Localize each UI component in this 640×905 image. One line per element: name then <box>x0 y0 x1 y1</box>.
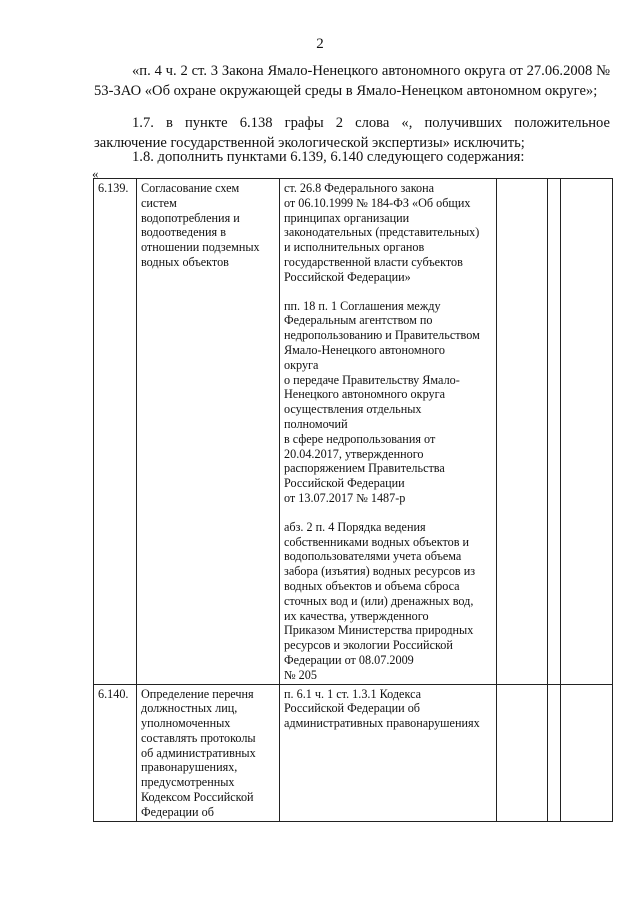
table-row <box>94 179 613 685</box>
empty-cell <box>561 179 613 685</box>
legal-basis-text: абз. 2 п. 4 Порядка ведения собственниками водных объектов и водопользователями учета объема забора (изъятия) водных ресурсов из водных объектов и объема сброса сточных вод и (или) дренажных вод, их качества, утвержденного Приказом Министерства природных ресурсов и экологии Российской Федерации от 08.07.2009 № 205 <box>284 519 476 682</box>
legal-basis-text: ст. 26.8 Федерального закона от 06.10.1999 № 184-ФЗ «Об общих принципах организации законодательных (представительных) и исполнительных органов государственной власти субъектов Российской Федерации» <box>284 181 480 284</box>
opening-quote-mark: « <box>92 166 99 181</box>
page-number: 2 <box>316 36 324 52</box>
legal-basis-cell <box>280 179 497 685</box>
legal-basis-cell <box>280 684 497 821</box>
empty-cell <box>497 179 548 685</box>
paragraph-law-reference: «п. 4 ч. 2 ст. 3 Закона Ямало-Ненецкого автономного округа от 27.06.2008 № 53-ЗАО «Об охране окружающей среды в Ямало-Ненецком автономном округе»; <box>94 63 610 99</box>
regulation-table <box>93 178 613 822</box>
table-row <box>94 684 613 821</box>
item-description-cell: Согласование схем систем водопотребления и водоотведения в отношении подземных водных объектов <box>137 179 280 685</box>
empty-cell <box>497 684 548 821</box>
legal-basis-text: п. 6.1 ч. 1 ст. 1.3.1 Кодекса Российской Федерации об административных правонарушениях <box>284 686 480 731</box>
empty-cell <box>548 684 561 821</box>
paragraph-amendment-1-8: 1.8. дополнить пунктами 6.139, 6.140 следующего содержания: <box>132 149 525 165</box>
item-number-cell: 6.139. <box>94 179 137 685</box>
paragraph-amendment-1-7: 1.7. в пункте 6.138 графы 2 слова «, получивших положительное заключение государственной экологической экспертизы» исключить; <box>94 115 610 151</box>
item-description-cell: Определение перечня должностных лиц, уполномоченных составлять протоколы об административных правонарушениях, предусмотренных Кодексом Российской Федерации об <box>137 684 280 821</box>
empty-cell <box>548 179 561 685</box>
empty-cell <box>561 684 613 821</box>
legal-basis-text: пп. 18 п. 1 Соглашения между Федеральным агентством по недропользованию и Правительством Ямало-Ненецкого автономного округа о передаче Правительству Ямало- Ненецкого автономного округа осуществления отдельных полномочий в сфере недропользования от 20.04.2017, утвержденного распоряжением Правительства Российской Федерации от 13.07.2017 № 1487-р <box>284 298 480 505</box>
item-number-cell: 6.140. <box>94 684 137 821</box>
